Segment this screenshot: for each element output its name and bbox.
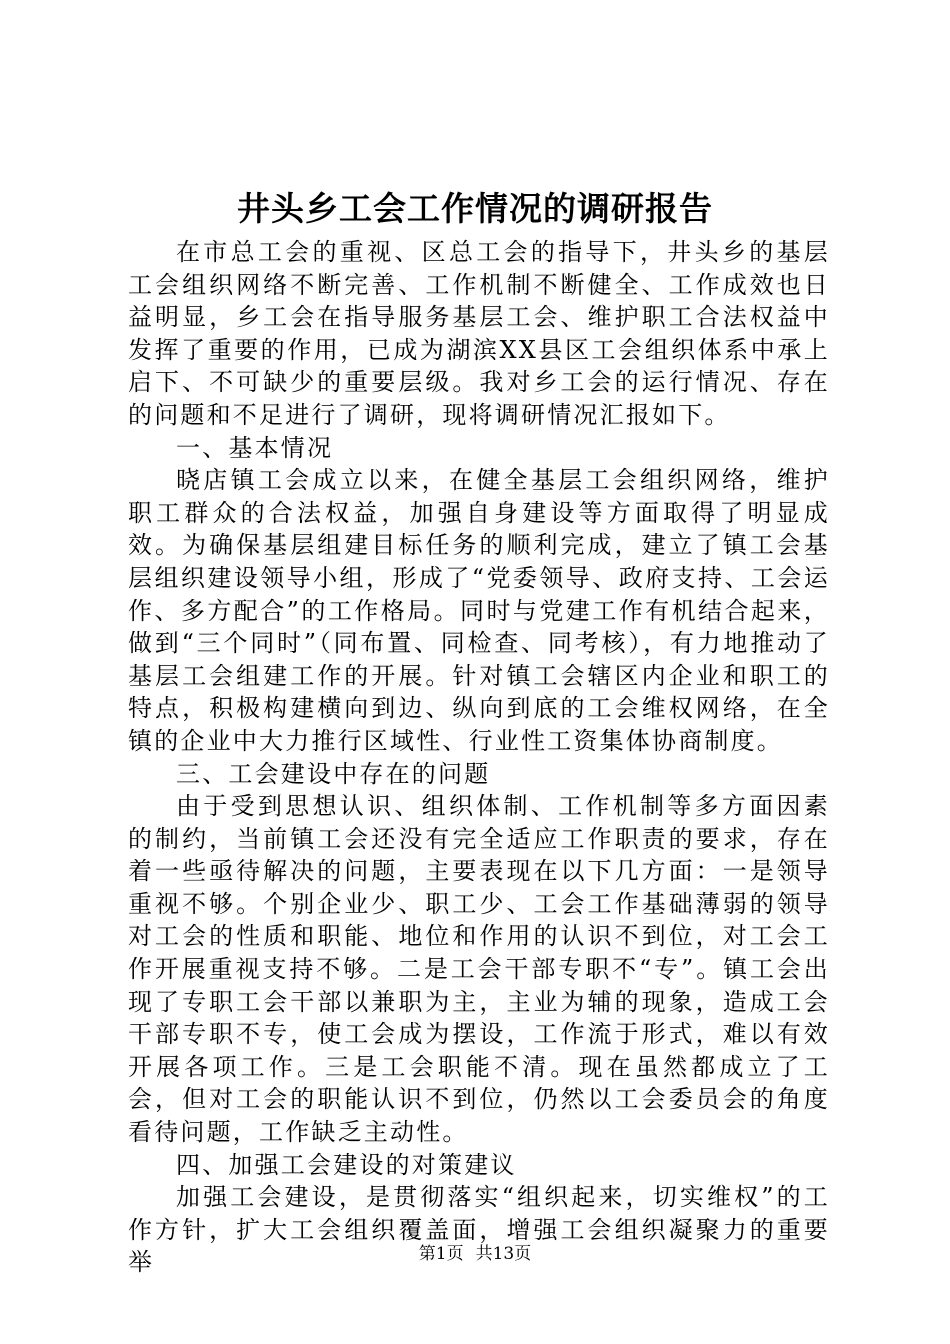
page-footer	[0, 1242, 950, 1266]
intro-paragraph: 在市总工会的重视、区总工会的指导下，井头乡的基层工会组织网络不断完善、工作机制不断健全、工作成效也日益明显，乡工会在指导服务基层工会、维护职工合法权益中发挥了重要的作用，已成为湖滨XX县区工会组织体系中承上启下、不可缺少的重要层级。我对乡工会的运行情况、存在的问题和不足进行了调研，现将调研情况汇报如下。	[128, 238, 830, 429]
problems-paragraph: 由于受到思想认识、组织体制、工作机制等多方面因素的制约，当前镇工会还没有完全适应工作职责的要求，存在着一些亟待解决的问题，主要表现在以下几方面：一是领导重视不够。个别企业少、职工少、工会工作基础薄弱的领导对工会的性质和职能、地位和作用的认识不到位，对工会工作开展重视支持不够。二是工会干部专职不“专”。镇工会出现了专职工会干部以兼职为主，主业为辅的现象，造成工会干部专职不专，使工会成为摆设，工作流于形式，难以有效开展各项工作。三是工会职能不清。现在虽然都成立了工会，但对工会的职能认识不到位，仍然以工会委员会的角度看待问题，工作缺乏主动性。	[128, 792, 830, 1147]
document-title: 井头乡工会工作情况的调研报告	[237, 189, 713, 228]
section-heading-basic-situation: 一、基本情况	[176, 433, 334, 462]
document-body	[128, 236, 830, 1279]
section-heading-problems: 三、工会建设中存在的问题	[176, 759, 491, 788]
section-heading-suggestions: 四、加强工会建设的对策建议	[176, 1150, 517, 1179]
basic-situation-paragraph: 晓店镇工会成立以来，在健全基层工会组织网络，维护职工群众的合法权益，加强自身建设等方面取得了明显成效。为确保基层组建目标任务的顺利完成，建立了镇工会基层组织建设领导小组，形成了“党委领导、政府支持、工会运作、多方配合”的工作格局。同时与党建工作有机结合起来，做到“三个同时”（同布置、同检查、同考核），有力地推动了基层工会组建工作的开展。针对镇工会辖区内企业和职工的特点，积极构建横向到边、纵向到底的工会维权网络，在全镇的企业中大力推行区域性、行业性工资集体协商制度。	[128, 466, 830, 755]
page-number: 第1页	[418, 1244, 464, 1264]
page-total: 共13页	[475, 1244, 532, 1264]
suggestions-paragraph: 加强工会建设，是贯彻落实“组织起来，切实维权”的工作方针，扩大工会组织覆盖面，增强工会组织凝聚力的重要举	[128, 1183, 830, 1277]
